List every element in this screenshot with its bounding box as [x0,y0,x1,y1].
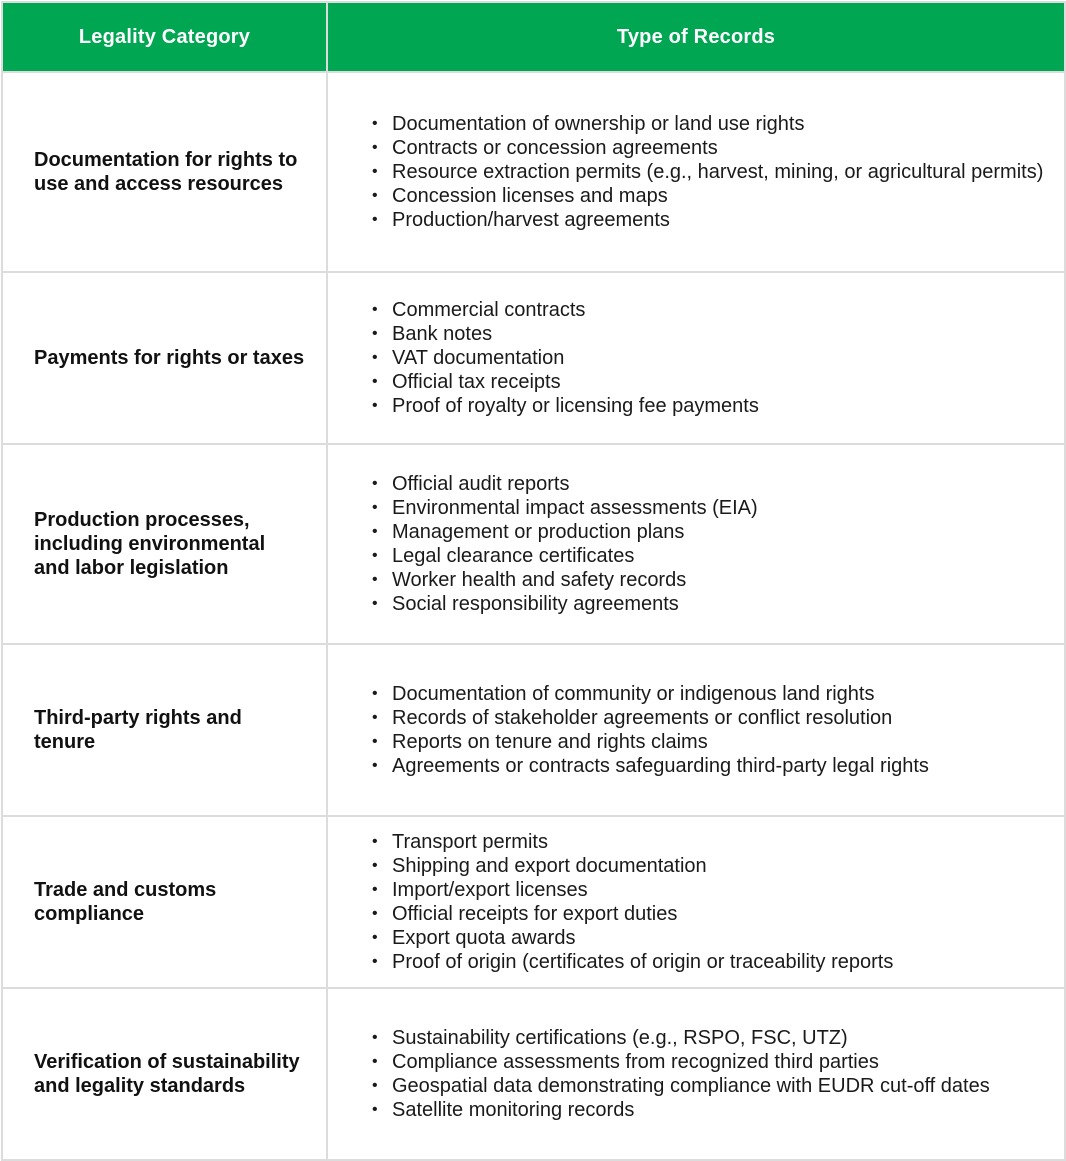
records-cell [327,816,1065,988]
legality-category-cell: Verification of sustainability and legality standards [2,988,327,1160]
bullet-icon: • [372,571,378,588]
records-list [370,1026,1044,1122]
list-item: • Official audit reports [372,473,570,495]
list-item: • Contracts or concession agreements [372,137,718,159]
records-cell [327,988,1065,1160]
bullet-icon: • [372,953,378,970]
bullet-icon: • [372,881,378,898]
records-list [370,112,1044,232]
list-item: • Concession licenses and maps [372,185,668,207]
list-item: • Sustainability certifications (e.g., RSPO, FSC, UTZ) [372,1027,848,1049]
column-header-legality-category: Legality Category [2,2,327,72]
legality-category-cell: Trade and customs compliance [2,816,327,988]
bullet-icon: • [372,905,378,922]
legality-category-cell: Third-party rights and tenure [2,644,327,816]
bullet-icon: • [372,499,378,516]
bullet-icon: • [372,475,378,492]
list-item: • Proof of origin (certificates of origin or traceability reports [372,951,894,973]
column-header-type-of-records: Type of Records [327,2,1065,72]
bullet-icon: • [372,1029,378,1046]
records-cell [327,644,1065,816]
bullet-icon: • [372,709,378,726]
list-item: • Official tax receipts [372,371,561,393]
list-item: • Geospatial data demonstrating compliance with EUDR cut-off dates [372,1075,990,1097]
records-cell [327,272,1065,444]
legality-category-cell: Documentation for rights to use and access resources [2,72,327,272]
list-item: • VAT documentation [372,347,565,369]
list-item: • Satellite monitoring records [372,1099,635,1121]
bullet-icon: • [372,187,378,204]
list-item: • Records of stakeholder agreements or conflict resolution [372,707,893,729]
bullet-icon: • [372,547,378,564]
bullet-icon: • [372,733,378,750]
table-row [2,444,1065,644]
records-cell [327,444,1065,644]
list-item: • Environmental impact assessments (EIA) [372,497,758,519]
table-header-row [2,2,1065,72]
list-item: • Compliance assessments from recognized third parties [372,1051,879,1073]
list-item: • Export quota awards [372,927,576,949]
bullet-icon: • [372,373,378,390]
list-item: • Worker health and safety records [372,569,687,591]
bullet-icon: • [372,833,378,850]
bullet-icon: • [372,349,378,366]
records-list [370,298,1044,418]
list-item: • Bank notes [372,323,493,345]
bullet-icon: • [372,857,378,874]
list-item: • Transport permits [372,831,548,853]
bullet-icon: • [372,301,378,318]
list-item: • Documentation of community or indigenous land rights [372,683,875,705]
bullet-icon: • [372,115,378,132]
list-item: • Management or production plans [372,521,685,543]
list-item: • Agreements or contracts safeguarding third-party legal rights [372,755,929,777]
bullet-icon: • [372,139,378,156]
bullet-icon: • [372,523,378,540]
list-item: • Shipping and export documentation [372,855,707,877]
list-item: • Official receipts for export duties [372,903,678,925]
list-item: • Social responsibility agreements [372,593,679,615]
records-list [370,830,1044,974]
bullet-icon: • [372,757,378,774]
list-item: • Legal clearance certificates [372,545,635,567]
table-row [2,816,1065,988]
table-row [2,272,1065,444]
list-item: • Documentation of ownership or land use rights [372,113,805,135]
bullet-icon: • [372,685,378,702]
bullet-icon: • [372,397,378,414]
list-item: • Reports on tenure and rights claims [372,731,708,753]
legality-category-cell: Payments for rights or taxes [2,272,327,444]
bullet-icon: • [372,1101,378,1118]
records-list [370,472,1044,616]
table-row [2,72,1065,272]
bullet-icon: • [372,211,378,228]
legality-records-table [1,1,1066,1161]
list-item: • Commercial contracts [372,299,586,321]
legality-category-cell: Production processes, including environmental and labor legislation [2,444,327,644]
list-item: • Production/harvest agreements [372,209,670,231]
list-item: • Proof of royalty or licensing fee payments [372,395,759,417]
bullet-icon: • [372,595,378,612]
records-list [370,682,1044,778]
bullet-icon: • [372,325,378,342]
bullet-icon: • [372,1077,378,1094]
list-item: • Resource extraction permits (e.g., harvest, mining, or agricultural permits) [372,161,1044,183]
bullet-icon: • [372,1053,378,1070]
records-cell [327,72,1065,272]
bullet-icon: • [372,929,378,946]
table-row [2,644,1065,816]
list-item: • Import/export licenses [372,879,588,901]
table-row [2,988,1065,1160]
bullet-icon: • [372,163,378,180]
